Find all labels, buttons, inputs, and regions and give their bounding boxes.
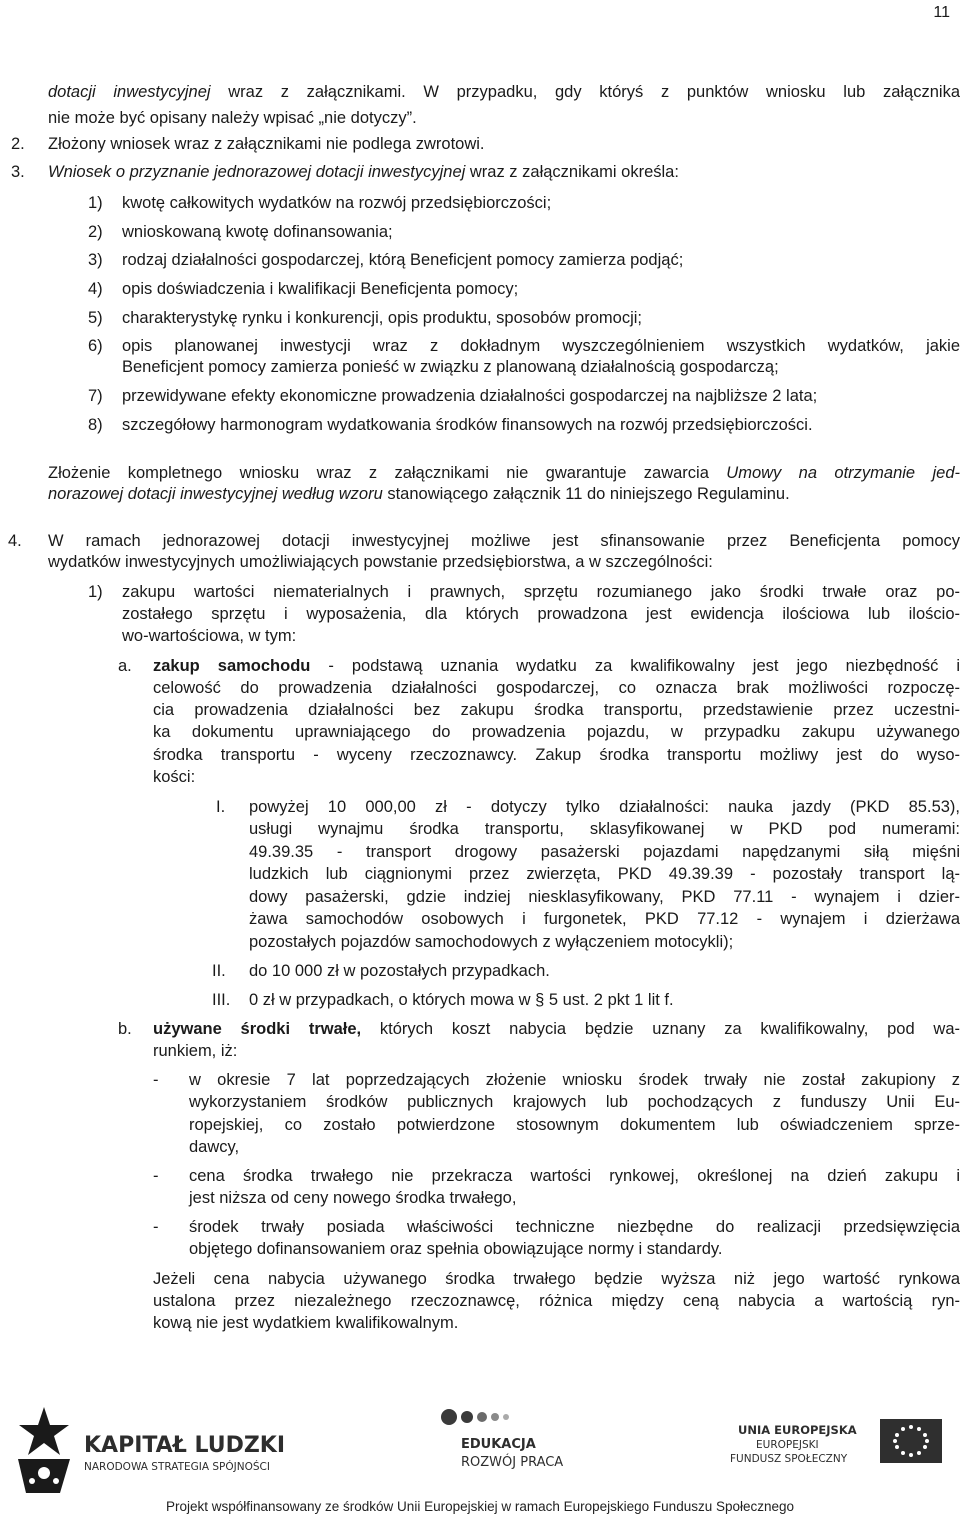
list-marker: 2)	[88, 223, 103, 241]
kapital-ludzki-emblem-icon	[14, 1405, 74, 1495]
list-marker: 1)	[88, 194, 103, 212]
list-marker: II.	[212, 962, 226, 980]
text-line: wydatków inwestycyjnych umożliwiających powstanie przedsiębiorstwa, a w szczególności:	[48, 553, 713, 571]
text-line: używane środki trwałe, których koszt nabycia będzie uznany za kwalifikowalny, pod wa-	[153, 1020, 960, 1038]
text-line: usługi wynajmu środka transportu, sklasyfikowanej w PKD pod numerami:	[249, 820, 960, 838]
eu-line3: FUNDUSZ SPOŁECZNY	[730, 1453, 848, 1465]
text-line: opis doświadczenia i kwalifikacji Beneficjenta pomocy;	[122, 280, 519, 298]
list-marker: 8)	[88, 416, 103, 434]
list-marker: 4.	[8, 532, 22, 550]
text-line: ludzkich lub ciągnionymi przez zwierzęta, PKD 49.39.39 - pozostały transport lą-	[249, 865, 960, 883]
text-line: celowość do prowadzenia działalności gospodarczej, co oznacza brak możliwości rozpoczę-	[153, 679, 960, 697]
text-line: runkiem, iż:	[153, 1042, 238, 1060]
text-line: pozostałych pojazdów samochodowych z wyłączeniem motocykli);	[249, 933, 734, 951]
text-line: wykorzystaniem środków publicznych krajowych lub pochodzących z funduszy Unii Eu-	[189, 1093, 960, 1111]
text-line: rodzaj działalności gospodarczej, którą Beneficjent pomocy zamierza podjąć;	[122, 251, 684, 269]
eu-logo	[730, 1417, 945, 1477]
eu-flag-icon	[880, 1419, 942, 1463]
text-line: do 10 000 zł w pozostałych przypadkach.	[249, 962, 550, 980]
text-line: jest niższa od ceny nowego środka trwałego,	[189, 1189, 517, 1207]
text-line: ropejskiej, co zostało potwierdzone stosownym dokumentem lub oświadczeniem sprze-	[189, 1116, 960, 1134]
text-line: dawcy,	[189, 1138, 240, 1156]
list-marker: 1)	[88, 583, 103, 601]
text-line: objętego dofinansowaniem oraz spełnia obowiązujące normy i standardy.	[189, 1240, 723, 1258]
text-line: zakupu wartości niematerialnych i prawnych, sprzętu rozumianego jako środki trwałe oraz po-	[122, 583, 960, 601]
text-line: w okresie 7 lat poprzedzających złożenie wniosku środek trwały nie został zakupiony z	[189, 1071, 960, 1089]
edukacja-logo	[435, 1403, 575, 1483]
list-marker: 7)	[88, 387, 103, 405]
page-number: 11	[933, 4, 950, 21]
text-line: wo-wartościowa, w tym:	[122, 627, 297, 645]
list-marker: -	[153, 1071, 159, 1089]
edukacja-subtitle: ROZWÓJ PRACA	[461, 1455, 564, 1470]
footer-note: Projekt współfinansowany ze środków Unii Europejskiej w ramach Europejskiego Funduszu Społecznego	[165, 1499, 795, 1514]
text-line: Złożony wniosek wraz z załącznikami nie podlega zwrotowi.	[48, 135, 485, 153]
text-line: kową nie jest wydatkiem kwalifikowalnym.	[153, 1314, 459, 1332]
edukacja-dots-icon	[439, 1403, 519, 1433]
list-marker: -	[153, 1218, 159, 1236]
text-line: kości:	[153, 768, 196, 786]
text-line: norazowej dotacji inwestycyjnej według wzoru stanowiącego załącznik 11 do niniejszego Regulaminu.	[48, 485, 790, 503]
text-line: 0 zł w przypadkach, o których mowa w § 5 ust. 2 pkt 1 lit f.	[249, 991, 674, 1009]
list-marker: 6)	[88, 337, 103, 355]
list-marker: 3.	[11, 163, 25, 181]
list-marker: 3)	[88, 251, 103, 269]
text-line: przewidywane efekty ekonomiczne prowadzenia działalności gospodarczej na najbliższe 2 lata;	[122, 387, 818, 405]
list-marker: 2.	[11, 135, 25, 153]
text-line: charakterystykę rynku i konkurencji, opis produktu, sposobów promocji;	[122, 309, 642, 327]
text-line: Beneficjent pomocy zamierza ponieść w związku z planowaną działalnością gospodarczą;	[122, 358, 779, 376]
kapital-ludzki-logo	[14, 1405, 286, 1495]
text-line: środka transportu - wyceny rzeczoznawcy. Zakup środka transportu możliwy jest do wyso-	[153, 746, 960, 764]
text-line: cena środka trwałego nie przekracza wartości rynkowej, określonej na dzień zakupu i	[189, 1167, 960, 1185]
text-line: opis planowanej inwestycji wraz z dokładnym wyszczególnieniem wszystkich wydatków, jakie	[122, 337, 960, 355]
text-line: środek trwały posiada właściwości techniczne niezbędne do realizacji przedsięwzięcia	[189, 1218, 960, 1236]
text-line: ka dokumentu uprawniającego do prowadzenia pojazdu, w przypadku zakupu używanego	[153, 723, 960, 741]
list-marker: 5)	[88, 309, 103, 327]
text-line: nie może być opisany należy wpisać „nie dotyczy”.	[48, 109, 417, 127]
list-marker: 4)	[88, 280, 103, 298]
text-line: kwotę całkowitych wydatków na rozwój przedsiębiorczości;	[122, 194, 552, 212]
list-marker: b.	[118, 1020, 132, 1038]
list-marker: III.	[212, 991, 231, 1009]
text-line: powyżej 10 000,00 zł - dotyczy tylko działalności: nauka jazdy (PKD 85.53),	[249, 798, 960, 816]
text-line: Wniosek o przyznanie jednorazowej dotacji inwestycyjnej wraz z załącznikami określa:	[48, 163, 679, 181]
text-line: zakup samochodu - podstawą uznania wydatku za kwalifikowalny jest jego niezbędność i	[153, 657, 960, 675]
edukacja-title: EDUKACJA	[461, 1437, 536, 1452]
text-line: cia prowadzenia działalności bez zakupu środka transportu, przedstawienie przez uczestni-	[153, 701, 960, 719]
text-line: Złożenie kompletnego wniosku wraz z załącznikami nie gwarantuje zawarcia Umowy na otrzymanie jed-	[48, 464, 960, 482]
text-line: ustalona przez niezależnego rzeczoznawcę, różnica między ceną nabycia a wartością ryn-	[153, 1292, 960, 1310]
kapital-ludzki-title: KAPITAŁ LUDZKI	[84, 1433, 286, 1458]
text-line: Jeżeli cena nabycia używanego środka trwałego będzie wyższa niż jego wartość rynkowa	[153, 1270, 960, 1288]
text-line: wnioskowaną kwotę dofinansowania;	[122, 223, 393, 241]
eu-title: UNIA EUROPEJSKA	[738, 1423, 857, 1437]
list-marker: -	[153, 1167, 159, 1185]
text-line: dowy pasażerski, gdzie indziej niesklasyfikowany, PKD 77.11 - wynajem i dzier-	[249, 888, 960, 906]
text-line: dotacji inwestycyjnej wraz z załącznikami. W przypadku, gdy któryś z punktów wniosku lub załącznika	[48, 83, 960, 101]
text-line: W ramach jednorazowej dotacji inwestycyjnej możliwe jest sfinansowanie przez Beneficjenta pomocy	[48, 532, 960, 550]
text-line: 49.39.35 - transport drogowy pasażerski pojazdami napędzanymi siłą mięśni	[249, 843, 960, 861]
list-marker: a.	[118, 657, 132, 675]
text-line: zostałego sprzętu i wyposażenia, dla których prowadzona jest ewidencja ilościowa lub ilościo-	[122, 605, 960, 623]
text-line: żawa samochodów osobowych i furgonetek, PKD 77.12 - wynajem i dzierżawa	[249, 910, 960, 928]
eu-line2: EUROPEJSKI	[756, 1439, 819, 1451]
text-line: szczegółowy harmonogram wydatkowania środków finansowych na rozwój przedsiębiorczości.	[122, 416, 813, 434]
kapital-ludzki-subtitle: NARODOWA STRATEGIA SPÓJNOŚCI	[84, 1461, 270, 1473]
list-marker: I.	[216, 798, 226, 816]
